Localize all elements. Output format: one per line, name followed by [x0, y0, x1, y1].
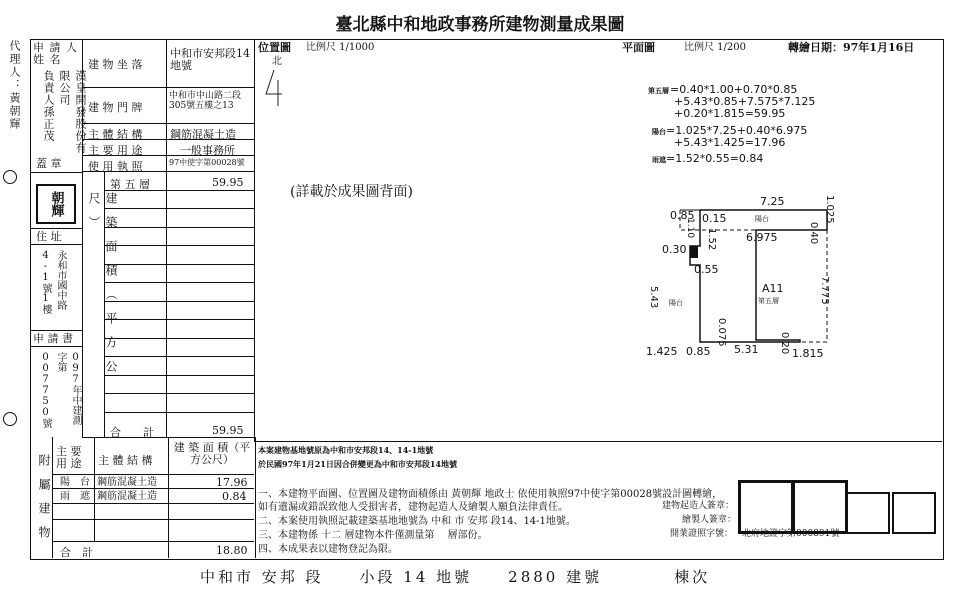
- plan-dimension: 1.52: [706, 228, 717, 251]
- divider: [166, 171, 167, 437]
- plan-label: 平面圖: [622, 41, 655, 54]
- seal-label: 蓋 章: [36, 157, 62, 170]
- plan-dimension: 0.85: [686, 345, 711, 358]
- app-doc-header: 申 請 書: [33, 332, 73, 345]
- formula-line: +5.43*1.425=17.96: [674, 136, 786, 149]
- plan-dimension: 0.15: [702, 212, 727, 225]
- plan-dimension: 7.775: [819, 276, 830, 305]
- formula-label: 第五層: [648, 86, 669, 95]
- plan-dimension: 1.10: [684, 218, 695, 239]
- plan-dimension: 0.20: [779, 332, 790, 355]
- permit-label: 使 用 執 照: [88, 160, 143, 173]
- plan-dimension: 7.25: [760, 195, 785, 208]
- location-map-note: (詳載於成果圖背面): [290, 184, 413, 200]
- signature-label: 建物起造人簽章：: [662, 501, 735, 511]
- plan-dimension: 1.815: [792, 347, 824, 360]
- area-side-label: 建築面積（平方公尺）: [87, 192, 118, 384]
- page-title: 臺北縣中和地政事務所建物測量成果圖: [335, 15, 625, 35]
- divider: [254, 39, 255, 441]
- area-row-line: [104, 264, 254, 265]
- plan-dimension: 1.425: [646, 345, 678, 358]
- area-row-line: [104, 282, 254, 283]
- door-label: 建 物 門 牌: [88, 101, 143, 114]
- plan-scale: 比例尺 1/200: [684, 42, 746, 53]
- footer-line: 中和市 安邦 段 小段 14 地號 2880 建號 棟次: [200, 568, 711, 586]
- permit-value: 97中使字第00028號: [169, 158, 245, 167]
- divider: [52, 519, 254, 520]
- location-map-label: 位置圖: [258, 41, 291, 54]
- address-header: 住 址: [36, 230, 62, 243]
- divider: [30, 330, 82, 331]
- unit-id: A11: [762, 282, 784, 295]
- plan-dimension: 0.85: [670, 209, 695, 222]
- applicant-name-header: 申 請 人 姓 名: [33, 41, 78, 67]
- divider: [30, 244, 82, 245]
- attached-header-use: 主 要 用 途: [56, 445, 82, 471]
- divider: [52, 503, 254, 504]
- attached-row-area: 0.84: [222, 490, 247, 503]
- area-row-line: [104, 375, 254, 376]
- note-line: 三、本建物係 十二 層建物本件僅測量第 層部份。: [258, 530, 488, 541]
- attached-row-structure: 鋼筋混凝土造: [97, 491, 157, 502]
- plan-dimension: 6.975: [746, 231, 778, 244]
- plan-dimension: 1.025: [824, 195, 835, 224]
- formula-line: +5.43*0.85+7.575*7.125: [674, 95, 816, 108]
- structure-value: 鋼筋混凝土造: [170, 128, 236, 141]
- balcony-tag: 陽台: [755, 215, 769, 223]
- attached-row-area: 17.96: [216, 476, 248, 489]
- app-doc-number: 097年中建測字第007750號: [40, 352, 81, 428]
- hole-2: [3, 412, 17, 426]
- attached-header-structure: 主 體 結 構: [98, 454, 153, 467]
- note-line: 一、本建物平面圖、位置圖及建物面積係由 黃朝輝 地政士 依使用執照97中使字第00028號設計圖轉繪，如有遺漏或錯誤致他人受損害者，建物起造人及繪製人願負法律責任。: [258, 489, 723, 513]
- attached-row-structure: 鋼筋混凝土造: [97, 477, 157, 488]
- attached-header-area: 建 築 面 積（平方公尺）: [173, 441, 251, 467]
- seal-stamp: [892, 492, 936, 534]
- note-line: 本案建物基地號原為中和市安邦段14、14-1地號: [258, 445, 434, 455]
- agent-label: 代理人：黃朝輝: [8, 40, 21, 131]
- divider: [168, 437, 169, 558]
- applicant-rep: 負責人孫正茂: [42, 70, 55, 142]
- area-total-value: 59.95: [212, 424, 244, 437]
- seal-stamp: 朝輝: [36, 184, 76, 224]
- area-row-line: [104, 301, 254, 302]
- area-row-line: [104, 319, 254, 320]
- attached-row-use: 雨 遮: [60, 491, 90, 502]
- use-value: 一般事務所: [180, 144, 235, 157]
- plan-dimension: 0.40: [808, 222, 819, 245]
- plan-dimension: 0.55: [694, 263, 719, 276]
- address-value: 永和市國中路4-1號1樓: [40, 250, 66, 314]
- plan-dimension: 0.075: [716, 318, 727, 347]
- formula-line: +0.20*1.815=59.95: [674, 107, 786, 120]
- attached-side-label: 附屬建物: [37, 454, 51, 550]
- license-number: 北府地證字第000891號: [742, 529, 840, 539]
- area-row-floor: 第 五 層: [110, 178, 150, 191]
- location-value: 中和市安邦段14地號: [170, 47, 250, 73]
- formula-label: 雨遮: [652, 155, 666, 164]
- formula-line: =0.40*1.00+0.70*0.85: [670, 83, 798, 96]
- location-label: 建 物 坐 落: [88, 58, 143, 71]
- plan-dimension: 5.31: [734, 343, 759, 356]
- hole-1: [3, 170, 17, 184]
- divider: [94, 437, 95, 541]
- divider: [82, 87, 254, 88]
- note-line: 四、本成果表以建物登記為限。: [258, 544, 398, 555]
- attached-total-label: 合 計: [60, 546, 93, 559]
- signature-label: 開業證照字號：: [670, 529, 734, 539]
- plan-date: 轉繪日期：97年1月16日: [788, 41, 915, 54]
- area-row-value: 59.95: [212, 176, 244, 189]
- formula-line: =1.52*0.55=0.84: [666, 152, 764, 165]
- location-map-scale: 比例尺 1/1000: [306, 42, 375, 53]
- use-label: 主 要 用 途: [88, 144, 143, 157]
- formula-line: =1.025*7.25+0.40*6.975: [666, 124, 808, 137]
- divider: [52, 541, 254, 542]
- plan-dimension: 0.30: [662, 243, 687, 256]
- area-row-line: [104, 412, 254, 413]
- area-row-line: [104, 245, 254, 246]
- signature-label: 繪製人簽章：: [682, 515, 737, 525]
- formula-label: 陽台: [652, 127, 666, 136]
- attached-row-use: 陽 台: [60, 477, 90, 488]
- divider: [30, 228, 82, 229]
- unit-floor: 第五層: [758, 297, 779, 305]
- north-arrow-icon: [262, 68, 292, 108]
- divider: [82, 123, 254, 124]
- structure-label: 主 體 結 構: [88, 128, 143, 141]
- divider: [30, 172, 82, 173]
- applicant-name: 漢皇開發股份有限公司: [58, 70, 87, 154]
- divider: [52, 474, 254, 475]
- seal-stamp: [792, 480, 848, 534]
- divider: [166, 39, 167, 171]
- balcony-tag: 陽台: [669, 299, 683, 307]
- seal-stamp: [846, 492, 890, 534]
- door-value: 中和市中山路二段305號五樓之13: [169, 91, 242, 111]
- seal-stamp: [738, 480, 794, 534]
- area-row-line: [104, 208, 254, 209]
- north-label: 北: [272, 56, 282, 67]
- area-row-line: [104, 393, 254, 394]
- area-row-line: [104, 356, 254, 357]
- divider: [30, 346, 82, 347]
- note-line: 二、本案使用執照記載建築基地地號為 中和 市 安邦 段14、14-1地號。: [258, 516, 576, 527]
- area-row-line: [104, 227, 254, 228]
- divider: [254, 441, 942, 442]
- area-total-label: 合 計: [110, 426, 154, 439]
- area-row-line: [104, 338, 254, 339]
- attached-total-value: 18.80: [216, 544, 248, 557]
- plan-dimension: 5.43: [648, 286, 659, 309]
- note-line: 於民國97年1月21日因合併變更為中和市安邦段14地號: [258, 459, 457, 469]
